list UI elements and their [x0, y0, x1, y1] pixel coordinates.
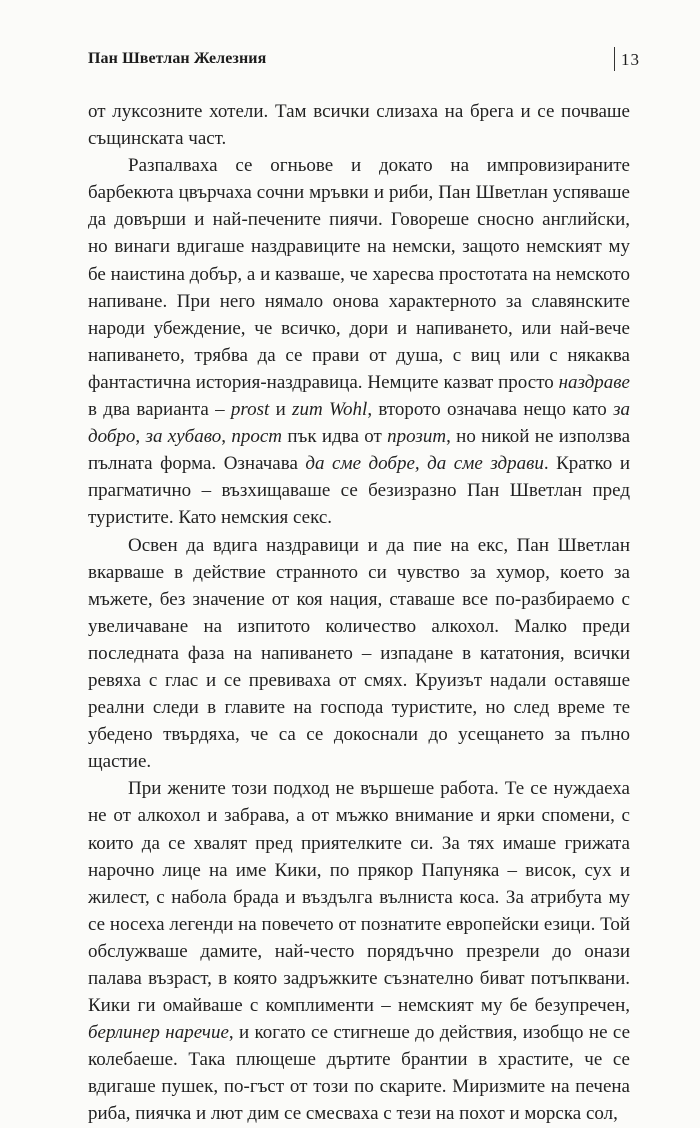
text-run: , но никой не използва пълната форма. Означава	[88, 426, 630, 475]
text-run: ,	[135, 426, 146, 448]
italic-phrase: берлинер наречие	[88, 1022, 229, 1044]
paragraph	[88, 152, 630, 531]
text-run: . Кратко и прагматично – възхищаваше се безизразно Пан Шветлан пред туристите. Като немския секс.	[88, 453, 630, 529]
text-run: ,	[221, 426, 232, 448]
text-run: Разпалваха се огньове и докато на импровизираните барбекюта цвърчаха сочни мръвки и риби, Пан Шветлан успяваше да довърши и най-печените пиячи. Говореше сносно английски, но винаги вдигаше наздравиците на немски, защото немският му бе наистина добър, а и казваше, че харесва простотата на немското напиване. При него нямало онова характерното за славянските народи убеждение, че всичко, дори и напиването, или най-вече напиването, трябва да се прави от душа, с виц или с някаква фантастична история-наздравица. Немците казват просто	[88, 155, 630, 393]
text-run: При жените този подход не вършеше работа. Те се нуждаеха не от алкохол и забрава, а от мъжко внимание и ярки спомени, с които да се хвалят пред приятелките си. За тях имаше грижата нарочно лице на име Кики, по прякор Папуняка – висок, сух и жилест, с набола брада и въздълга вълниста коса. За атрибута му се носеха легенди на повечето от познатите европейски езици. Той обслужваше дамите, най-често порядъчно презрели до онази палава възраст, в която задръжките съзнателно биват потъпквани. Кики ги омайваше с комплименти – немският му бе безупречен,	[88, 778, 630, 1017]
italic-phrase: наздраве	[558, 371, 630, 393]
folio-divider	[614, 47, 615, 71]
italic-phrase: prost	[230, 399, 270, 421]
running-head	[88, 44, 640, 78]
page-number: 13	[621, 50, 640, 69]
italic-phrase: да сме добре, да сме здрави	[305, 453, 544, 475]
body-text	[88, 98, 630, 1128]
text-run: и	[269, 399, 293, 421]
italic-phrase: прост	[231, 426, 282, 448]
italic-phrase: zum Wohl	[292, 399, 368, 421]
text-run: Освен да вдига наздравици и да пие на екс, Пан Шветлан вкарваше в действие странното си чувство за хумор, което за мъжете, без значение от коя нация, ставаше все по-разбираемо с увеличаване на изпитото количество алкохол. Малко преди последната фаза на напиването – изпадане в кататония, всички ревяха с глас и се превиваха от смях. Круизът надали оставяше реални следи в главите на господа туристите, но след време те убедено твърдяха, че са се докоснали до усещането за пълно щастие.	[88, 534, 630, 773]
text-run: от луксозните хотели. Там всички слизаха на брега и се почваше същинската част.	[88, 101, 630, 150]
italic-phrase: прозит	[387, 426, 447, 448]
paragraph	[88, 98, 630, 152]
text-run: пък идва от	[281, 426, 388, 448]
text-run: , второто означава нещо като	[367, 399, 614, 421]
text-run: в два варианта –	[88, 399, 231, 421]
book-title: Пан Шветлан Железния	[88, 50, 267, 67]
paragraph	[88, 532, 630, 776]
italic-phrase: за добро	[88, 399, 631, 448]
text-run: , и когато се стигнеше до действия, изобщо не се колебаеше. Така плющеше дъртите брантии в храстите, че се вдигаше пушек, по-гъст от този по скарите. Миризмите на печена риба, пиячка и лют дим се смесваха с тези на похот и морска сол,	[88, 1022, 630, 1125]
italic-phrase: за хубаво	[145, 426, 222, 448]
